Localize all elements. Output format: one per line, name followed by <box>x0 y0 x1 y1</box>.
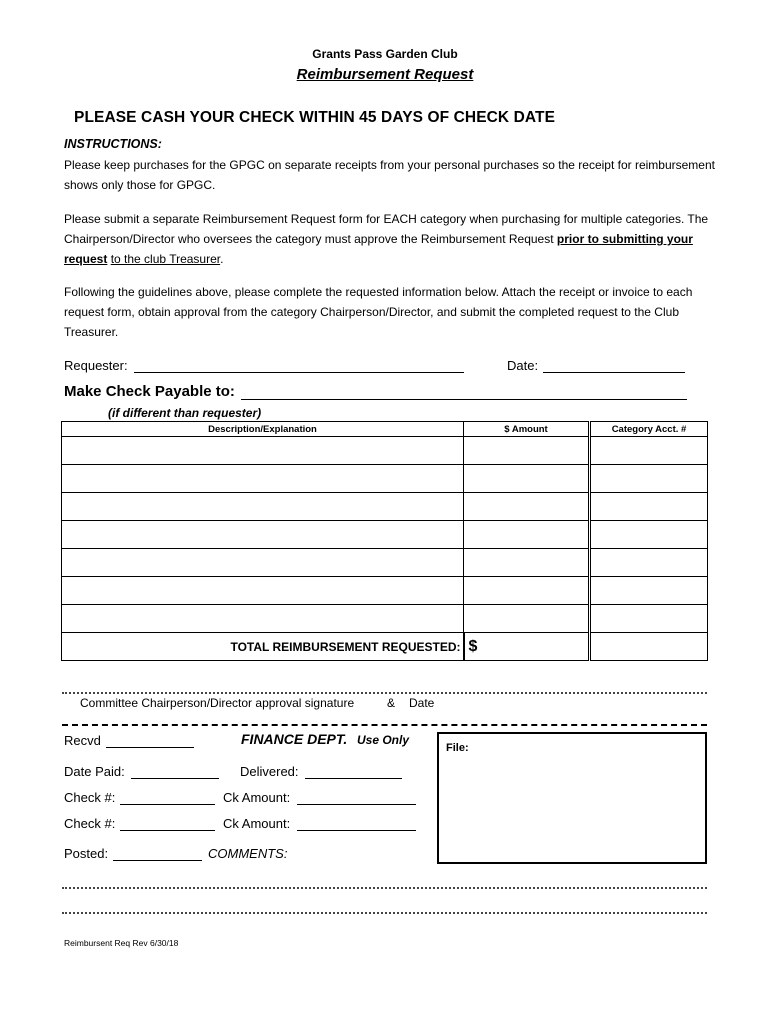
para2-end: . <box>220 252 224 266</box>
check1-field[interactable] <box>120 804 215 805</box>
amount-cell[interactable] <box>464 605 590 633</box>
table-row <box>62 549 708 577</box>
instructions-paragraph-1: Please keep purchases for the GPGC on separate receipts from your personal purchases so the receipt for reimbursement shows only those for GPGC. <box>64 158 715 192</box>
category-cell[interactable] <box>590 437 708 465</box>
finance-dept-title: FINANCE DEPT. <box>241 731 348 747</box>
amount-cell[interactable] <box>464 549 590 577</box>
instructions-heading: INSTRUCTIONS: <box>64 137 162 151</box>
table-row <box>62 493 708 521</box>
finance-divider <box>62 724 707 726</box>
posted-label: Posted: <box>64 846 109 861</box>
col-category-acct: Category Acct. # <box>590 422 708 437</box>
divider <box>62 692 707 694</box>
file-box[interactable] <box>437 732 707 864</box>
payable-field[interactable] <box>241 399 687 400</box>
date-field[interactable] <box>543 372 685 373</box>
category-cell[interactable] <box>590 493 708 521</box>
description-cell[interactable] <box>62 577 464 605</box>
amount-cell[interactable] <box>464 493 590 521</box>
description-cell[interactable] <box>62 465 464 493</box>
check1-label: Check #: <box>64 790 116 805</box>
table-header-row <box>62 422 708 437</box>
amount-cell[interactable] <box>464 437 590 465</box>
description-cell[interactable] <box>62 521 464 549</box>
table-row <box>62 437 708 465</box>
form-title <box>0 66 770 83</box>
date-paid-field[interactable] <box>131 778 219 779</box>
para2-treasurer: to the club Treasurer <box>110 252 221 266</box>
total-label: TOTAL REIMBURSEMENT REQUESTED: <box>62 633 464 661</box>
table-row <box>62 521 708 549</box>
description-cell[interactable] <box>62 493 464 521</box>
para2-bold: prior to submitting your request <box>64 232 693 266</box>
category-cell[interactable] <box>590 605 708 633</box>
approval-signature-label: Committee Chairperson/Director approval signature <box>80 696 355 710</box>
instructions-paragraph-2 <box>64 209 724 269</box>
table-row <box>62 605 708 633</box>
comments-line-2[interactable] <box>62 912 707 914</box>
file-label: File: <box>446 742 469 754</box>
description-cell[interactable] <box>62 605 464 633</box>
table-row <box>62 577 708 605</box>
amount-cell[interactable] <box>464 577 590 605</box>
finance-use-only: Use Only <box>357 733 410 747</box>
recvd-field[interactable] <box>106 747 194 748</box>
form-title-text: Reimbursement Request <box>296 66 474 83</box>
approval-date-label: Date <box>409 696 435 710</box>
reimbursement-items-table <box>61 421 708 661</box>
delivered-label: Delivered: <box>240 764 299 779</box>
total-amount-cell[interactable] <box>464 633 590 661</box>
requester-label: Requester: <box>64 358 128 373</box>
total-category-cell <box>590 633 708 661</box>
club-name: Grants Pass Garden Club <box>312 47 458 61</box>
ck-amount1-label: Ck Amount: <box>223 790 291 805</box>
date-label: Date: <box>507 358 539 373</box>
total-row <box>62 633 708 661</box>
revision-footer: Reimbursent Req Rev 6/30/18 <box>64 938 179 948</box>
delivered-field[interactable] <box>305 778 402 779</box>
col-description: Description/Explanation <box>62 422 464 437</box>
category-cell[interactable] <box>590 577 708 605</box>
date-paid-label: Date Paid: <box>64 764 125 779</box>
comments-line-1[interactable] <box>62 887 707 889</box>
dollar-sign: $ <box>468 637 478 655</box>
category-cell[interactable] <box>590 549 708 577</box>
recvd-label: Recvd <box>64 733 101 748</box>
col-amount: $ Amount <box>464 422 590 437</box>
description-cell[interactable] <box>62 549 464 577</box>
posted-field[interactable] <box>113 860 202 861</box>
ck-amount2-label: Ck Amount: <box>223 816 291 831</box>
approval-ampersand: & <box>387 696 396 710</box>
description-cell[interactable] <box>62 437 464 465</box>
requester-field[interactable] <box>134 372 464 373</box>
check2-field[interactable] <box>120 830 215 831</box>
table-row <box>62 465 708 493</box>
comments-label: COMMENTS: <box>208 846 288 861</box>
category-cell[interactable] <box>590 521 708 549</box>
amount-cell[interactable] <box>464 521 590 549</box>
cash-check-banner: PLEASE CASH YOUR CHECK WITHIN 45 DAYS OF CHECK DATE <box>74 109 556 126</box>
ck-amount2-field[interactable] <box>297 830 416 831</box>
check2-label: Check #: <box>64 816 116 831</box>
payable-label: Make Check Payable to: <box>64 383 235 400</box>
instructions-paragraph-3: Following the guidelines above, please complete the requested information below. Attach the receipt or invoice to each request form, obtain approval from the category Chairperson/Director, and submit the completed request to the Club Treasurer. <box>64 285 693 339</box>
category-cell[interactable] <box>590 465 708 493</box>
para2-text: Please submit a separate Reimbursement Request form for EACH category when purchasing for multiple categories. The Chairperson/Director who oversees the category must approve the Reimbursement Request <box>64 212 709 246</box>
amount-cell[interactable] <box>464 465 590 493</box>
ck-amount1-field[interactable] <box>297 804 416 805</box>
payable-note: (if different than requester) <box>108 406 262 420</box>
